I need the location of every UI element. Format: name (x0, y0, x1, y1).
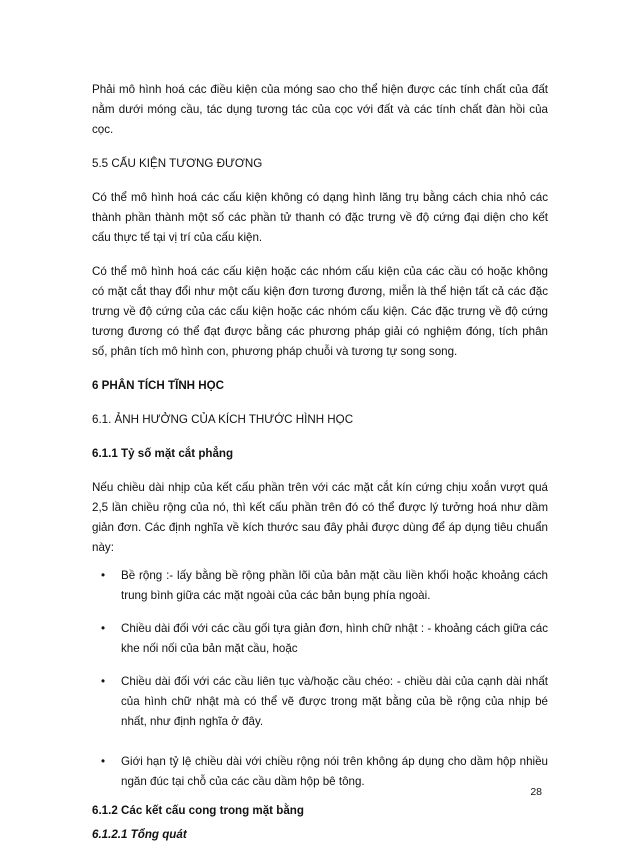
list-item-text: Bề rộng :- lấy bằng bề rộng phần lõi của bản mặt cầu liền khối hoặc khoảng cách trung bình giữa các mặt ngoài của các bản bụng phía ngoài. (121, 569, 548, 602)
list-item-text: Chiều dài đối với các cầu gối tựa giản đơn, hình chữ nhật : - khoảng cách giữa các khe nối nối của bản mặt cầu, hoặc (121, 622, 548, 655)
heading-6-1-2: 6.1.2 Các kết cấu cong trong mặt bằng (92, 804, 304, 817)
bullet-icon: • (101, 675, 106, 688)
page-content (92, 80, 548, 845)
heading-6-1-1: 6.1.1 Tỷ số mặt cắt phẳng (92, 447, 234, 460)
page-number: 28 (530, 786, 542, 798)
paragraph-span-ratio: Nếu chiều dài nhịp của kết cấu phần trên với các mặt cắt kín cứng chịu xoắn vượt quá 2,5 lần chiều rộng của nó, thì kết cấu phần trên đó có thể được lý tưởng hoá như dầm giản đơn. Các định nghĩa về kích thước sau đây phải được dùng để áp dụng tiêu chuẩn này: (92, 481, 548, 554)
list-item (92, 752, 548, 792)
heading-6-1: 6.1. ẢNH HƯỞNG CỦA KÍCH THƯỚC HÌNH HỌC (92, 413, 354, 426)
heading-6-1-2-1: 6.1.2.1 Tổng quát (92, 828, 187, 841)
list-item (92, 619, 548, 659)
bullet-icon: • (101, 622, 106, 635)
heading-5-5: 5.5 CẤU KIỆN TƯƠNG ĐƯƠNG (92, 157, 263, 170)
bullet-icon: • (101, 569, 106, 582)
list-item-text: Chiều dài đối với các cầu liên tục và/hoặc cầu chéo: - chiều dài của cạnh dài nhất của hình chữ nhật mà có thể vẽ được trong mặt bằng của bề rộng của nhịp bé nhất, như định nghĩa ở đây. (121, 675, 548, 728)
list-item (92, 672, 548, 732)
list-item (92, 566, 548, 606)
bullet-icon: • (101, 755, 106, 768)
paragraph-equivalent-members: Có thể mô hình hoá các cấu kiện hoặc các nhóm cấu kiện của các cầu có hoặc không có mặt cắt thay đổi như một cấu kiện đơn tương đương, miễn là thể hiện tất cả các đặc trưng về độ cứng của các cấu kiện hoặc các nhóm cấu kiện. Các đặc trưng về độ cứng tương đương có thể đạt được bằng các phương pháp giải có nghiệm đóng, tích phân số, phân tích mô hình con, phương pháp chuỗi và tương tự song song. (92, 265, 548, 358)
list-item-text: Giới hạn tỷ lệ chiều dài với chiều rộng nói trên không áp dụng cho dầm hộp nhiều ngăn đúc tại chỗ của các cầu dầm hộp bê tông. (121, 755, 548, 788)
paragraph-nonprismatic-members: Có thể mô hình hoá các cấu kiện không có dạng hình lăng trụ bằng cách chia nhỏ các thành phần thành một số các phần tử thanh có đặc trưng về độ cứng đại diện cho kết cấu thực tế tại vị trí của cấu kiện. (92, 191, 548, 244)
heading-6: 6 PHÂN TÍCH TĨNH HỌC (92, 379, 225, 392)
definition-list (92, 566, 548, 792)
paragraph-foundation-modeling: Phải mô hình hoá các điều kiện của móng sao cho thể hiện được các tính chất của đất nằm dưới móng cầu, tác dụng tương tác của cọc với đất và các tính chất đàn hồi của cọc. (92, 83, 548, 136)
